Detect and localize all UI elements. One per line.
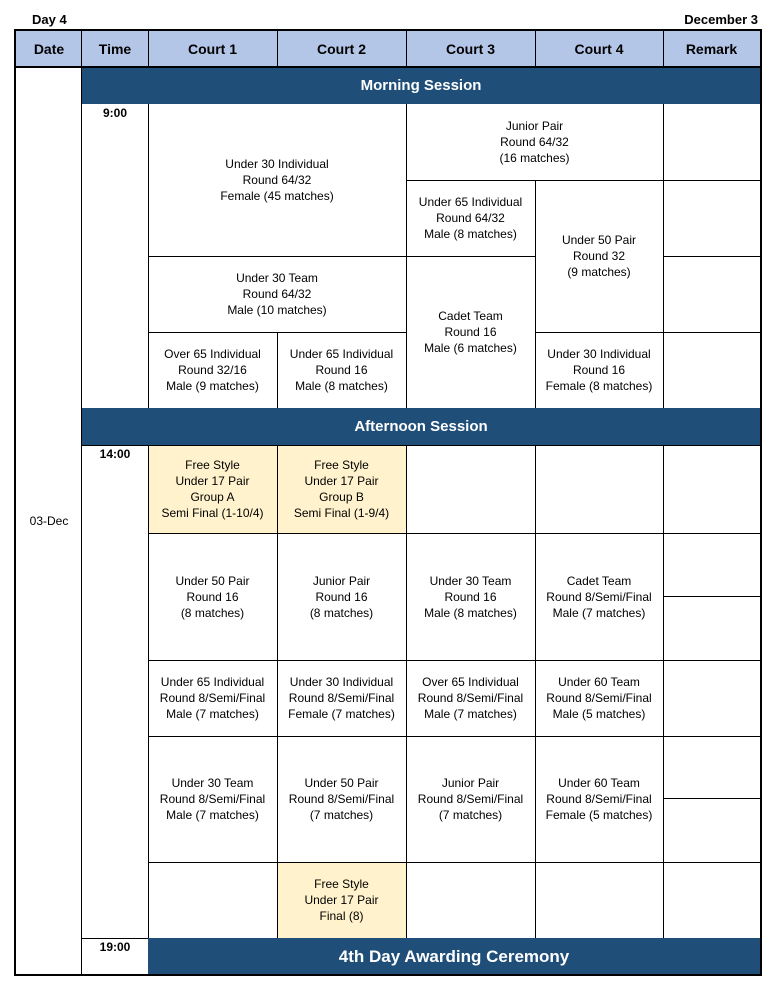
cell-fs-group-b: Free Style Under 17 Pair Group B Semi Final (1-9/4): [293, 458, 390, 520]
day-label: Day 4: [32, 12, 67, 27]
cell-fs-final: Free Style Under 17 Pair Final (8): [304, 877, 379, 923]
cell-u50-pair-r16: Under 50 Pair Round 16 (8 matches): [175, 573, 250, 620]
cell-u30-individual-r16: Under 30 Individual Round 16 Female (8 matches): [545, 347, 653, 393]
cell-fs-group-a: Free Style Under 17 Pair Group A Semi Final (1-10/4): [161, 458, 264, 520]
cell-u60-team-female-r8: Under 60 Team Round 8/Semi/Final Female (5 matches): [545, 776, 653, 822]
cell-junior-pair-r16: Junior Pair Round 16 (8 matches): [309, 573, 374, 620]
afternoon-session-bar: Afternoon Session: [82, 408, 760, 445]
cell-cadet-team-r16: Cadet Team Round 16 Male (6 matches): [424, 309, 517, 355]
cell-u30-individual-female: Under 30 Individual Round 64/32 Female (45 matches): [220, 157, 334, 203]
cell-u30-team-r16: Under 30 Team Round 16 Male (8 matches): [424, 573, 517, 620]
time-14-00: 14:00: [99, 447, 131, 461]
cell-u60-team-male-r8: Under 60 Team Round 8/Semi/Final Male (5 matches): [546, 675, 652, 721]
cell-u30-team-r64: Under 30 Team Round 64/32 Male (10 matches): [227, 271, 327, 317]
header-remark: Remark: [663, 30, 760, 67]
cell-u65-individual-r16: Under 65 Individual Round 16 Male (8 matches): [289, 347, 394, 393]
cell-o65-individual-r8: Over 65 Individual Round 8/Semi/Final Male (7 matches): [417, 675, 524, 721]
cell-u50-pair-r32: Under 50 Pair Round 32 (9 matches): [561, 233, 637, 279]
header-court-2: Court 2: [277, 30, 406, 67]
cell-u65-individual-r8: Under 65 Individual Round 8/Semi/Final Male (7 matches): [159, 675, 266, 721]
time-9-00: 9:00: [102, 106, 128, 120]
cell-u30-team-r8: Under 30 Team Round 8/Semi/Final Male (7 matches): [159, 776, 266, 822]
cell-u30-individual-r8: Under 30 Individual Round 8/Semi/Final Female (7 matches): [288, 675, 395, 721]
header-court-3: Court 3: [406, 30, 535, 67]
date-label: December 3: [684, 12, 758, 27]
cell-junior-pair-r64: Junior Pair Round 64/32 (16 matches): [499, 119, 570, 165]
cell-o65-individual-r32: Over 65 Individual Round 32/16 Male (9 matches): [164, 347, 261, 393]
header-court-1: Court 1: [148, 30, 277, 67]
table-frame: [14, 29, 762, 976]
cell-u50-pair-r8: Under 50 Pair Round 8/Semi/Final (7 matches): [288, 776, 395, 822]
header-court-4: Court 4: [535, 30, 663, 67]
awarding-ceremony-bar: 4th Day Awarding Ceremony: [148, 938, 760, 975]
header-time: Time: [82, 30, 148, 67]
date-cell: 03-Dec: [29, 514, 69, 528]
cell-cadet-team-r8: Cadet Team Round 8/Semi/Final Male (7 matches): [546, 573, 652, 620]
cell-u65-individual-r64: Under 65 Individual Round 64/32 Male (8 matches): [418, 195, 523, 241]
time-19-00: 19:00: [99, 940, 131, 954]
morning-session-bar: Morning Session: [82, 67, 760, 104]
cell-junior-pair-r8: Junior Pair Round 8/Semi/Final (7 matches): [417, 776, 524, 822]
header-date: Date: [16, 30, 82, 67]
